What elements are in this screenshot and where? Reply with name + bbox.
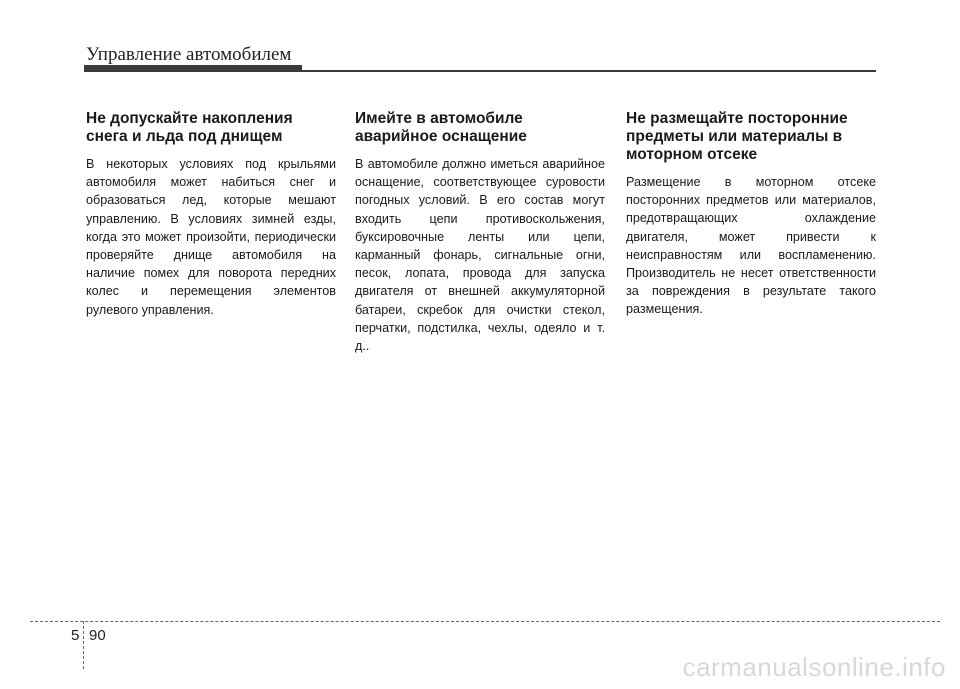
footer-vertical-divider <box>83 621 84 669</box>
column-heading: Не допускайте накопления снега и льда под днищем <box>86 110 293 145</box>
column-body: В автомобиле должно иметься аварийное оснащение, соответствующее суровости погодных условий. В его состав могут входить цепи противоскольжения, буксировочные ленты или цепи, карманный фонарь, сигнальные огни, песок, лопата, провода для запуска двигателя от внешней аккумуляторной батареи, скребок для очистки стекол, перчатки, подстилка, чехлы, одеяло и т. д.. <box>355 157 605 354</box>
column-heading: Имейте в автомобиле аварийное оснащение <box>355 110 527 145</box>
column-body: В некоторых условиях под крыльями автомобиля может набиться снег и образоваться лед, которые мешают управлению. В условиях зимней езды, когда это может произойти, периодически проверяйте днище автомобиля на наличие помех для поворота передних колес и перемещения элементов рулевого управления. <box>86 157 336 317</box>
column-body: Размещение в моторном отсеке посторонних предметов или материалов, предотвращающих охлаждение двигателя, может привести к неисправностям или воспламенению. Производитель не несет ответственности за повреждения в результате такого размещения. <box>626 175 876 317</box>
column-heading: Не размещайте посторонние предметы или материалы в моторном отсеке <box>626 110 848 163</box>
column-emergency-equipment <box>355 110 605 355</box>
footer-divider <box>30 621 940 622</box>
watermark: carmanualsonline.info <box>682 652 946 682</box>
footer-section-number: 5 <box>71 627 80 644</box>
section-title: Управление автомобилем <box>86 44 292 65</box>
title-underline <box>84 70 876 72</box>
column-snow-ice <box>86 110 336 319</box>
column-engine-compartment <box>626 110 876 319</box>
footer-page-number: 90 <box>89 627 106 644</box>
